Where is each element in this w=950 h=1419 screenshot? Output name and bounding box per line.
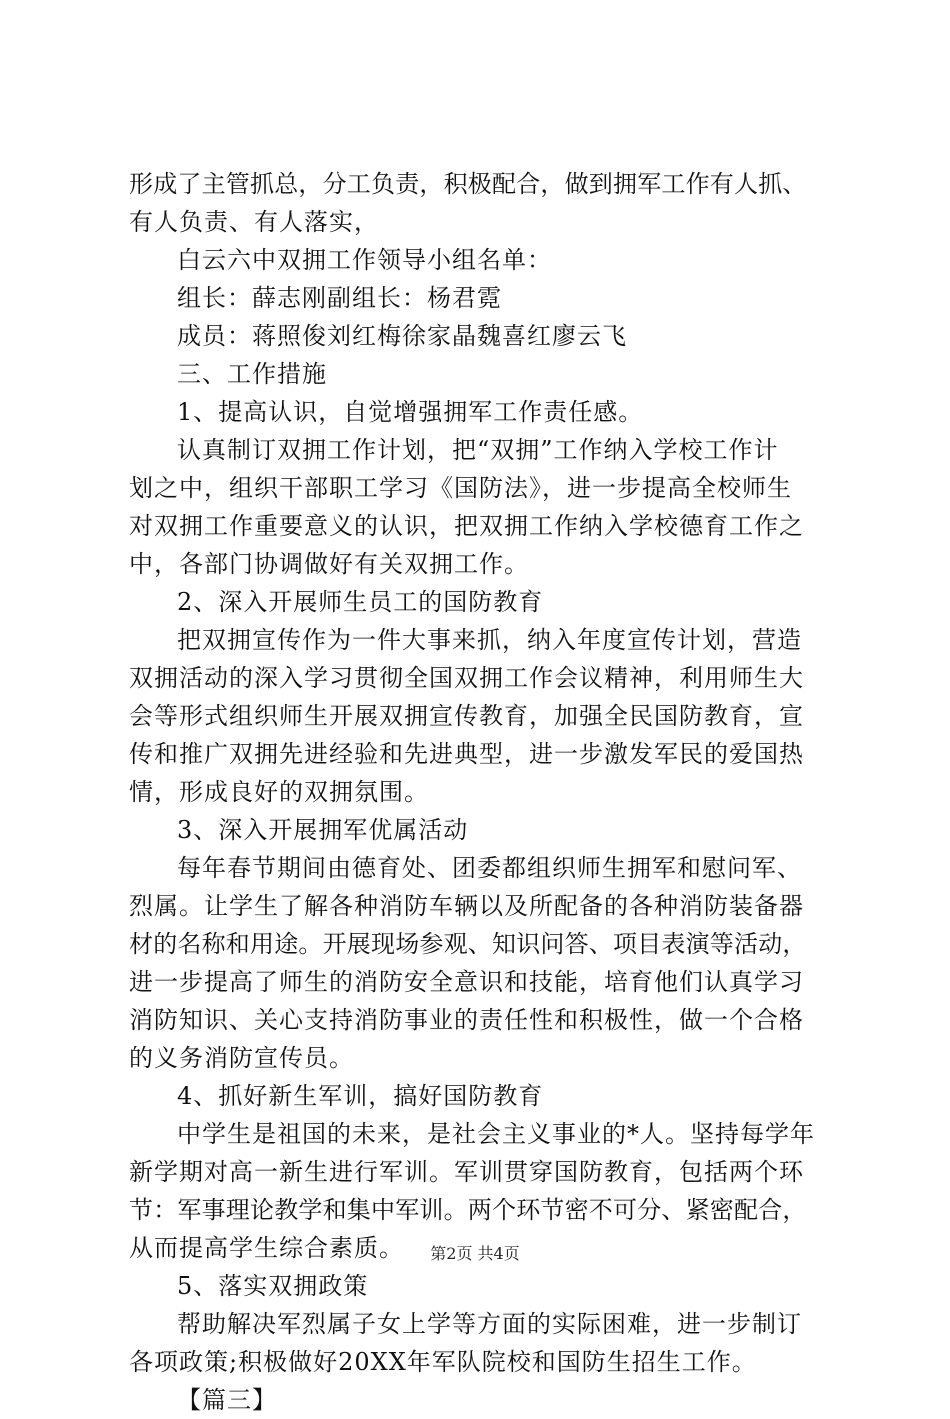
text-line: 情，形成良好的双拥氛围。: [129, 778, 429, 806]
text-line: 双拥活动的深入学习贯彻全国双拥工作会议精神，利用师生大: [129, 664, 804, 692]
subsection-heading: 5、落实双拥政策: [177, 1272, 369, 1300]
section-marker: 【篇三】: [177, 1386, 277, 1414]
text-line: 烈属。让学生了解各种消防车辆以及所配备的各种消防装备器: [129, 892, 804, 920]
text-line: 材的名称和用途。开展现场参观、知识问答、项目表演等活动，: [129, 930, 807, 958]
text-line: 的义务消防宣传员。: [129, 1044, 354, 1072]
subsection-heading: 2、深入开展师生员工的国防教育: [177, 588, 544, 616]
text-line: 新学期对高一新生进行军训。军训贯穿国防教育，包括两个环: [129, 1158, 804, 1186]
text-line: 会等形式组织师生开展双拥宣传教育，加强全民国防教育，宣: [129, 702, 804, 730]
text-line: 有人负责、有人落实，: [129, 208, 379, 236]
text-line: 把双拥宣传作为一件大事来抓，纳入年度宣传计划，营造: [177, 626, 802, 654]
text-line: 传和推广双拥先进经验和先进典型，进一步激发军民的爱国热: [129, 740, 804, 768]
text-line: 中，各部门协调做好有关双拥工作。: [129, 550, 529, 578]
text-line: 进一步提高了师生的消防安全意识和技能，培育他们认真学习: [129, 968, 804, 996]
subsection-heading: 1、提高认识，自觉增强拥军工作责任感。: [177, 398, 644, 426]
text-line: 白云六中双拥工作领导小组名单：: [177, 246, 552, 274]
subsection-heading: 3、深入开展拥军优属活动: [177, 816, 469, 844]
document-body: [129, 165, 829, 1419]
text-line: 成员：蒋照俊刘红梅徐家晶魏喜红廖云飞: [177, 322, 627, 350]
section-heading: 三、工作措施: [177, 360, 327, 388]
page-footer: [0, 1244, 950, 1264]
page-number-label: 第2页 共4页: [430, 1244, 520, 1263]
text-line: 划之中，组织干部职工学习《国防法》，进一步提高全校师生: [129, 474, 792, 502]
text-line: 节：军事理论教学和集中军训。两个环节密不可分、紧密配合，: [129, 1196, 807, 1224]
subsection-heading: 4、抓好新生军训，搞好国防教育: [177, 1082, 544, 1110]
text-line: 形成了主管抓总，分工负责，积极配合，做到拥军工作有人抓、: [129, 170, 807, 198]
text-line: 中学生是祖国的未来，是社会主义事业的*人。坚持每学年: [177, 1120, 815, 1148]
text-line: 每年春节期间由德育处、团委都组织师生拥军和慰问军、: [177, 854, 802, 882]
text-line: 组长：薛志刚副组长：杨君霓: [177, 284, 502, 312]
text-line: 消防知识、关心支持消防事业的责任性和积极性，做一个合格: [129, 1006, 804, 1034]
text-line: 从而提高学生综合素质。: [129, 1234, 404, 1262]
text-line: 对双拥工作重要意义的认识，把双拥工作纳入学校德育工作之: [129, 512, 804, 540]
text-line: 认真制订双拥工作计划，把“双拥”工作纳入学校工作计: [177, 436, 779, 464]
text-line: 帮助解决军烈属子女上学等方面的实际困难，进一步制订: [177, 1310, 802, 1338]
text-line: 各项政策;积极做好20XX年军队院校和国防生招生工作。: [129, 1348, 757, 1376]
